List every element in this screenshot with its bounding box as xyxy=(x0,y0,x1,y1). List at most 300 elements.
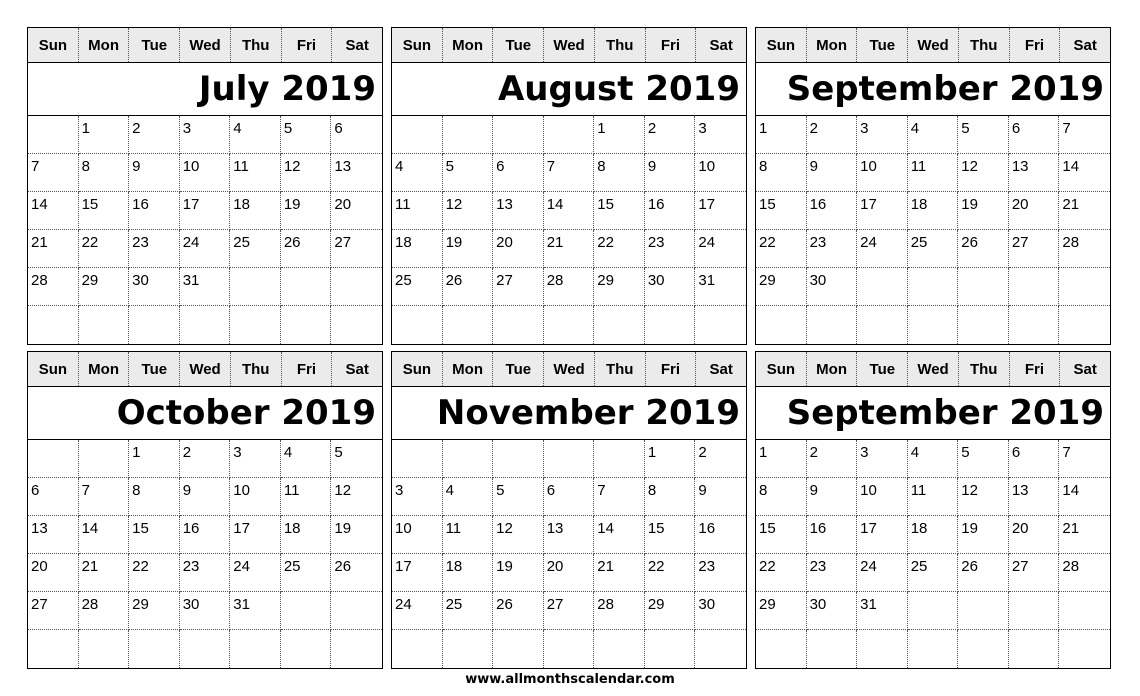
day-cell: 14 xyxy=(544,192,595,230)
day-cell xyxy=(331,592,382,630)
day-cell: 10 xyxy=(180,154,231,192)
day-cell: 16 xyxy=(807,192,858,230)
day-cell: 7 xyxy=(544,154,595,192)
day-cell: 14 xyxy=(79,516,130,554)
day-cell: 1 xyxy=(756,116,807,154)
day-cell: 1 xyxy=(594,116,645,154)
day-cell: 20 xyxy=(544,554,595,592)
day-cell xyxy=(493,440,544,478)
day-cell xyxy=(443,116,494,154)
day-cell xyxy=(544,440,595,478)
day-cell: 18 xyxy=(443,554,494,592)
day-cell: 21 xyxy=(1059,516,1110,554)
weekday-label: Mon xyxy=(79,352,130,386)
day-cell: 29 xyxy=(645,592,696,630)
day-cell xyxy=(443,306,494,344)
day-cell: 30 xyxy=(180,592,231,630)
day-cell: 17 xyxy=(857,192,908,230)
day-cell: 17 xyxy=(180,192,231,230)
day-cell xyxy=(493,116,544,154)
day-cell xyxy=(281,592,332,630)
day-cell xyxy=(1059,630,1110,668)
day-cell: 5 xyxy=(958,440,1009,478)
weekday-label: Fri xyxy=(1010,352,1061,386)
day-cell: 24 xyxy=(392,592,443,630)
weekday-header xyxy=(392,352,746,387)
day-cell: 14 xyxy=(28,192,79,230)
weekday-label: Fri xyxy=(282,352,333,386)
day-cell: 6 xyxy=(1009,116,1060,154)
day-cell: 25 xyxy=(281,554,332,592)
month-title: July 2019 xyxy=(28,63,382,116)
day-cell xyxy=(645,306,696,344)
day-cell: 26 xyxy=(443,268,494,306)
day-cell: 2 xyxy=(807,440,858,478)
day-cell: 10 xyxy=(857,154,908,192)
day-cell xyxy=(392,116,443,154)
day-cell: 22 xyxy=(756,230,807,268)
day-cell xyxy=(594,306,645,344)
day-cell: 22 xyxy=(756,554,807,592)
day-cell xyxy=(28,440,79,478)
day-cell: 20 xyxy=(331,192,382,230)
weekday-label: Mon xyxy=(443,352,494,386)
day-cell: 23 xyxy=(129,230,180,268)
weekday-label: Wed xyxy=(908,28,959,62)
day-cell xyxy=(79,306,130,344)
weekday-label: Tue xyxy=(493,28,544,62)
month-calendar xyxy=(755,351,1111,669)
day-cell: 23 xyxy=(645,230,696,268)
weekday-label: Mon xyxy=(443,28,494,62)
month-title: August 2019 xyxy=(392,63,746,116)
day-cell xyxy=(857,630,908,668)
day-cell xyxy=(281,268,332,306)
day-cell: 14 xyxy=(1059,154,1110,192)
day-cell: 10 xyxy=(695,154,746,192)
day-cell: 13 xyxy=(1009,478,1060,516)
day-cell: 23 xyxy=(180,554,231,592)
day-cell: 3 xyxy=(857,116,908,154)
day-cell xyxy=(493,630,544,668)
day-cell: 22 xyxy=(129,554,180,592)
day-cell xyxy=(443,440,494,478)
day-cell: 7 xyxy=(1059,440,1110,478)
day-cell: 8 xyxy=(645,478,696,516)
day-cell: 9 xyxy=(695,478,746,516)
day-cell: 25 xyxy=(392,268,443,306)
day-cell xyxy=(1009,306,1060,344)
weekday-header xyxy=(28,352,382,387)
day-cell: 3 xyxy=(857,440,908,478)
day-cell xyxy=(28,116,79,154)
day-cell: 16 xyxy=(645,192,696,230)
weekday-label: Tue xyxy=(857,28,908,62)
day-cell xyxy=(79,630,130,668)
day-cell: 4 xyxy=(908,116,959,154)
day-cell: 1 xyxy=(79,116,130,154)
weekday-label: Fri xyxy=(646,352,697,386)
day-cell: 28 xyxy=(1059,554,1110,592)
day-grid xyxy=(28,116,382,344)
day-cell xyxy=(908,630,959,668)
weekday-label: Wed xyxy=(544,28,595,62)
day-cell: 8 xyxy=(594,154,645,192)
day-cell: 27 xyxy=(493,268,544,306)
day-cell: 30 xyxy=(807,592,858,630)
day-cell: 11 xyxy=(443,516,494,554)
weekday-label: Tue xyxy=(857,352,908,386)
day-cell: 27 xyxy=(1009,230,1060,268)
day-grid xyxy=(392,116,746,344)
day-cell: 29 xyxy=(79,268,130,306)
day-cell xyxy=(281,306,332,344)
month-calendar xyxy=(755,27,1111,345)
month-calendar xyxy=(391,27,747,345)
weekday-label: Sat xyxy=(345,360,369,378)
day-grid xyxy=(28,440,382,668)
weekday-label: Sat xyxy=(345,36,369,54)
month-title: September 2019 xyxy=(756,387,1110,440)
day-cell: 7 xyxy=(28,154,79,192)
day-cell: 9 xyxy=(807,478,858,516)
day-cell: 21 xyxy=(28,230,79,268)
day-cell: 26 xyxy=(281,230,332,268)
day-cell: 12 xyxy=(958,478,1009,516)
weekday-label: Mon xyxy=(79,28,130,62)
day-cell: 6 xyxy=(331,116,382,154)
day-cell: 29 xyxy=(756,268,807,306)
day-cell: 15 xyxy=(756,516,807,554)
day-cell xyxy=(230,268,281,306)
day-cell: 5 xyxy=(958,116,1009,154)
day-cell: 24 xyxy=(857,554,908,592)
day-cell xyxy=(807,306,858,344)
day-cell: 3 xyxy=(392,478,443,516)
weekday-label: Sun xyxy=(28,352,79,386)
day-cell: 2 xyxy=(695,440,746,478)
day-cell xyxy=(443,630,494,668)
day-cell: 3 xyxy=(695,116,746,154)
day-cell: 24 xyxy=(695,230,746,268)
weekday-label: Sun xyxy=(756,352,807,386)
day-cell: 22 xyxy=(79,230,130,268)
day-cell: 28 xyxy=(79,592,130,630)
day-cell: 21 xyxy=(79,554,130,592)
weekday-label: Thu xyxy=(231,28,282,62)
day-cell: 24 xyxy=(180,230,231,268)
day-cell: 20 xyxy=(493,230,544,268)
day-cell: 2 xyxy=(645,116,696,154)
day-cell: 29 xyxy=(756,592,807,630)
weekday-label: Sun xyxy=(392,352,443,386)
day-cell: 3 xyxy=(180,116,231,154)
day-cell: 4 xyxy=(908,440,959,478)
day-cell: 26 xyxy=(331,554,382,592)
day-cell: 5 xyxy=(493,478,544,516)
day-cell: 30 xyxy=(807,268,858,306)
day-cell xyxy=(1009,630,1060,668)
weekday-label: Thu xyxy=(959,28,1010,62)
weekday-label: Wed xyxy=(544,352,595,386)
day-cell: 27 xyxy=(331,230,382,268)
day-cell xyxy=(908,592,959,630)
weekday-label: Mon xyxy=(807,28,858,62)
day-cell xyxy=(1059,592,1110,630)
month-title: October 2019 xyxy=(28,387,382,440)
day-cell: 16 xyxy=(129,192,180,230)
day-cell: 11 xyxy=(908,478,959,516)
day-cell: 30 xyxy=(645,268,696,306)
day-cell: 15 xyxy=(594,192,645,230)
day-cell xyxy=(180,306,231,344)
day-cell: 21 xyxy=(594,554,645,592)
day-cell: 26 xyxy=(493,592,544,630)
day-cell: 6 xyxy=(28,478,79,516)
day-cell: 4 xyxy=(230,116,281,154)
day-cell xyxy=(695,630,746,668)
weekday-label: Sat xyxy=(709,360,733,378)
day-cell: 1 xyxy=(645,440,696,478)
day-cell: 17 xyxy=(857,516,908,554)
month-title: September 2019 xyxy=(756,63,1110,116)
day-cell: 18 xyxy=(230,192,281,230)
day-cell xyxy=(493,306,544,344)
day-cell xyxy=(857,306,908,344)
weekday-label: Sun xyxy=(392,28,443,62)
day-cell: 1 xyxy=(129,440,180,478)
day-cell xyxy=(544,306,595,344)
day-cell: 16 xyxy=(180,516,231,554)
weekday-label: Tue xyxy=(129,352,180,386)
day-cell: 22 xyxy=(645,554,696,592)
day-cell: 5 xyxy=(331,440,382,478)
day-cell: 25 xyxy=(908,230,959,268)
day-cell: 2 xyxy=(180,440,231,478)
day-cell: 12 xyxy=(958,154,1009,192)
day-cell xyxy=(129,630,180,668)
day-cell: 20 xyxy=(1009,516,1060,554)
day-cell: 17 xyxy=(392,554,443,592)
day-cell xyxy=(958,630,1009,668)
day-cell: 6 xyxy=(493,154,544,192)
day-cell xyxy=(392,440,443,478)
day-cell: 9 xyxy=(645,154,696,192)
day-cell: 12 xyxy=(331,478,382,516)
weekday-label: Thu xyxy=(595,28,646,62)
day-cell: 18 xyxy=(281,516,332,554)
day-cell: 13 xyxy=(1009,154,1060,192)
day-cell: 8 xyxy=(756,154,807,192)
day-cell: 19 xyxy=(958,516,1009,554)
day-cell: 26 xyxy=(958,230,1009,268)
weekday-label: Sat xyxy=(1073,360,1097,378)
day-cell xyxy=(392,306,443,344)
day-cell: 10 xyxy=(230,478,281,516)
day-cell: 7 xyxy=(1059,116,1110,154)
day-cell: 14 xyxy=(1059,478,1110,516)
weekday-label: Thu xyxy=(595,352,646,386)
day-cell xyxy=(594,440,645,478)
weekday-label: Sat xyxy=(709,36,733,54)
day-cell xyxy=(695,306,746,344)
day-cell: 2 xyxy=(807,116,858,154)
day-cell xyxy=(281,630,332,668)
weekday-header xyxy=(28,28,382,63)
day-cell: 28 xyxy=(28,268,79,306)
day-cell: 4 xyxy=(392,154,443,192)
day-cell: 10 xyxy=(857,478,908,516)
day-cell: 24 xyxy=(857,230,908,268)
weekday-label: Sun xyxy=(28,28,79,62)
day-cell: 9 xyxy=(180,478,231,516)
day-cell xyxy=(28,306,79,344)
day-cell: 11 xyxy=(281,478,332,516)
day-cell: 18 xyxy=(392,230,443,268)
day-cell: 17 xyxy=(230,516,281,554)
weekday-label: Thu xyxy=(959,352,1010,386)
day-cell: 7 xyxy=(79,478,130,516)
month-calendar xyxy=(27,27,383,345)
day-cell: 12 xyxy=(493,516,544,554)
day-cell: 8 xyxy=(79,154,130,192)
day-cell xyxy=(857,268,908,306)
day-cell: 10 xyxy=(392,516,443,554)
day-cell: 19 xyxy=(443,230,494,268)
weekday-label: Fri xyxy=(282,28,333,62)
day-grid xyxy=(392,440,746,668)
day-cell: 23 xyxy=(807,230,858,268)
weekday-header xyxy=(756,352,1110,387)
day-cell: 20 xyxy=(1009,192,1060,230)
month-calendar xyxy=(27,351,383,669)
day-cell xyxy=(79,440,130,478)
day-cell xyxy=(645,630,696,668)
day-cell xyxy=(958,306,1009,344)
day-cell xyxy=(1059,268,1110,306)
day-cell: 28 xyxy=(1059,230,1110,268)
day-cell: 27 xyxy=(544,592,595,630)
day-cell: 22 xyxy=(594,230,645,268)
day-cell xyxy=(1009,592,1060,630)
day-cell: 8 xyxy=(756,478,807,516)
day-cell: 11 xyxy=(392,192,443,230)
day-cell: 15 xyxy=(756,192,807,230)
day-cell: 30 xyxy=(129,268,180,306)
day-cell: 4 xyxy=(443,478,494,516)
weekday-label: Wed xyxy=(180,352,231,386)
day-cell xyxy=(180,630,231,668)
day-cell xyxy=(908,268,959,306)
day-cell: 31 xyxy=(230,592,281,630)
day-cell: 13 xyxy=(28,516,79,554)
day-cell xyxy=(28,630,79,668)
day-cell: 16 xyxy=(807,516,858,554)
day-cell: 21 xyxy=(1059,192,1110,230)
day-cell: 5 xyxy=(443,154,494,192)
day-cell xyxy=(1059,306,1110,344)
day-cell: 1 xyxy=(756,440,807,478)
day-cell: 17 xyxy=(695,192,746,230)
day-cell: 2 xyxy=(129,116,180,154)
day-cell xyxy=(807,630,858,668)
day-cell: 12 xyxy=(443,192,494,230)
day-cell xyxy=(544,630,595,668)
day-cell xyxy=(594,630,645,668)
day-cell: 20 xyxy=(28,554,79,592)
day-cell: 23 xyxy=(807,554,858,592)
day-cell xyxy=(129,306,180,344)
day-cell xyxy=(1009,268,1060,306)
day-cell: 14 xyxy=(594,516,645,554)
day-cell: 27 xyxy=(1009,554,1060,592)
day-cell: 24 xyxy=(230,554,281,592)
day-grid xyxy=(756,116,1110,344)
day-cell: 27 xyxy=(28,592,79,630)
day-cell: 6 xyxy=(1009,440,1060,478)
day-cell: 30 xyxy=(695,592,746,630)
weekday-label: Wed xyxy=(908,352,959,386)
day-cell: 5 xyxy=(281,116,332,154)
day-cell: 18 xyxy=(908,516,959,554)
day-cell: 4 xyxy=(281,440,332,478)
day-cell: 9 xyxy=(129,154,180,192)
weekday-label: Tue xyxy=(129,28,180,62)
day-cell xyxy=(958,268,1009,306)
day-cell: 11 xyxy=(908,154,959,192)
weekday-label: Mon xyxy=(807,352,858,386)
day-cell: 23 xyxy=(695,554,746,592)
day-cell: 31 xyxy=(695,268,746,306)
day-cell: 19 xyxy=(958,192,1009,230)
day-cell xyxy=(908,306,959,344)
day-cell: 11 xyxy=(230,154,281,192)
day-cell: 29 xyxy=(129,592,180,630)
day-cell: 21 xyxy=(544,230,595,268)
day-cell: 15 xyxy=(645,516,696,554)
day-cell xyxy=(230,306,281,344)
weekday-label: Tue xyxy=(493,352,544,386)
day-cell xyxy=(544,116,595,154)
day-cell xyxy=(331,630,382,668)
day-cell: 13 xyxy=(331,154,382,192)
day-cell: 25 xyxy=(908,554,959,592)
day-cell xyxy=(756,306,807,344)
day-cell: 13 xyxy=(493,192,544,230)
day-cell xyxy=(230,630,281,668)
day-cell: 29 xyxy=(594,268,645,306)
day-cell: 28 xyxy=(544,268,595,306)
weekday-label: Sun xyxy=(756,28,807,62)
weekday-label: Wed xyxy=(180,28,231,62)
website-footer: www.allmonthscalendar.com xyxy=(465,672,675,687)
day-cell: 12 xyxy=(281,154,332,192)
day-cell xyxy=(331,268,382,306)
day-cell: 19 xyxy=(493,554,544,592)
day-cell: 18 xyxy=(908,192,959,230)
day-cell xyxy=(331,306,382,344)
day-cell: 31 xyxy=(180,268,231,306)
day-cell: 6 xyxy=(544,478,595,516)
day-cell: 8 xyxy=(129,478,180,516)
day-cell: 7 xyxy=(594,478,645,516)
day-cell: 28 xyxy=(594,592,645,630)
day-cell: 15 xyxy=(129,516,180,554)
weekday-label: Thu xyxy=(231,352,282,386)
day-cell: 26 xyxy=(958,554,1009,592)
day-grid xyxy=(756,440,1110,668)
day-cell: 9 xyxy=(807,154,858,192)
